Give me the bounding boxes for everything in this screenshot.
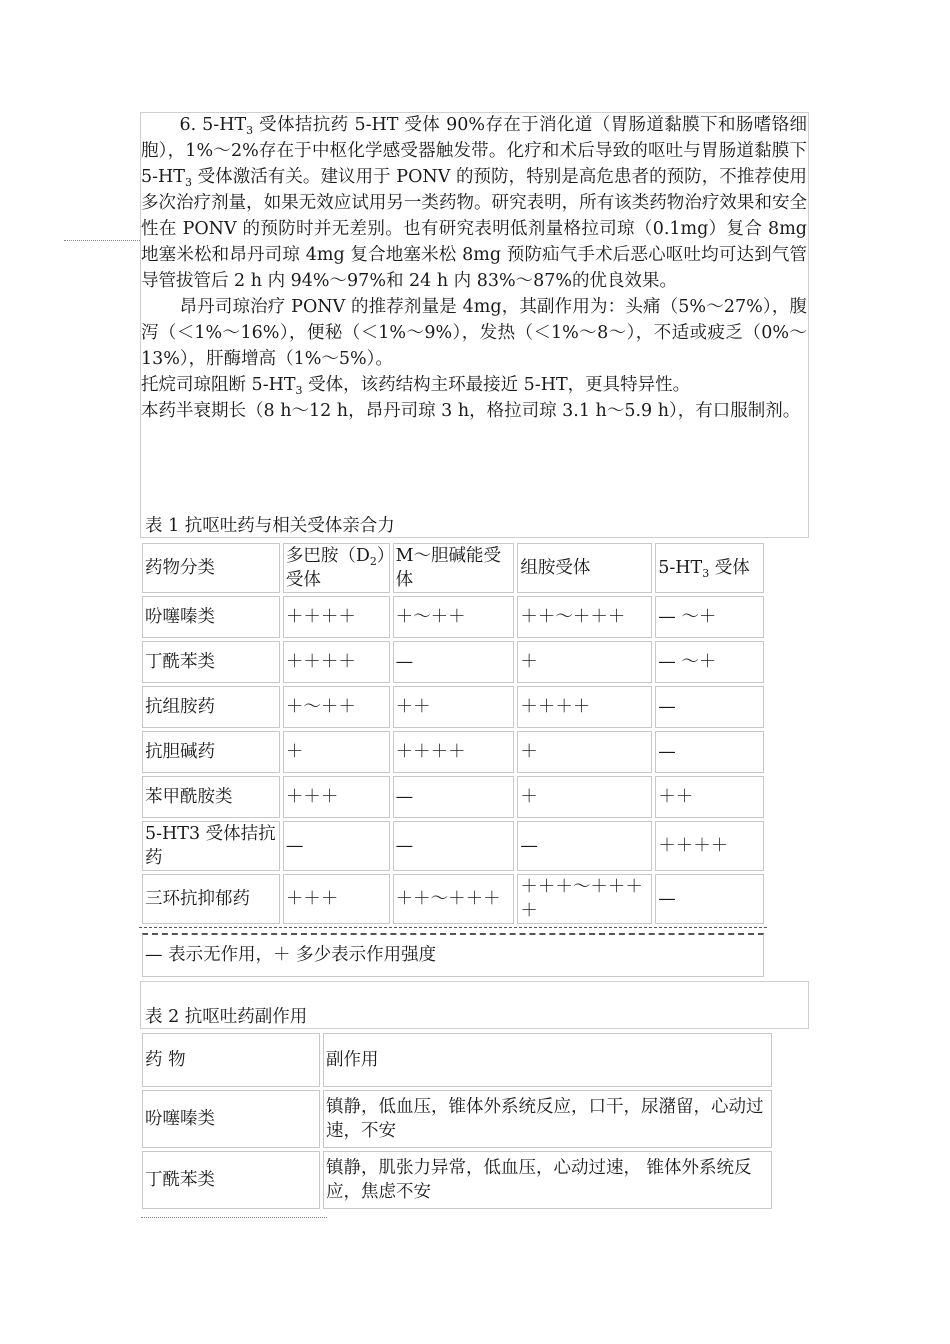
header-drug-class: 药物分类 [142, 543, 280, 593]
table-row: 抗组胺药 ＋～＋＋ ＋＋ ＋＋＋＋ — [142, 686, 764, 728]
table-header-row [142, 1033, 772, 1087]
header-cholinergic: M～胆碱能受体 [393, 543, 515, 593]
table-row: 吩噻嗪类 ＋＋＋＋ ＋～＋＋ ＋＋～＋＋＋ — ～＋ [142, 596, 764, 638]
table-row: 丁酰苯类 镇静，肌张力异常，低血压，心动过速， 锥体外系统反应，焦虑不安 [142, 1151, 772, 1209]
table1-note: — 表示无作用，＋ 多少表示作用强度 [142, 933, 764, 977]
body-text [141, 112, 807, 424]
table-row: 吩噻嗪类 镇静，低血压，锥体外系统反应，口干，尿潴留，心动过速，不安 [142, 1090, 772, 1148]
table-row: 苯甲酰胺类 ＋＋＋ — ＋ ＋＋ [142, 776, 764, 818]
header-drug: 药 物 [142, 1033, 320, 1087]
table-row: 5-HT3 受体拮抗药 — — — ＋＋＋＋ [142, 821, 764, 871]
side-effects-table [139, 1030, 775, 1212]
table-row: 三环抗抑郁药 ＋＋＋ ＋＋～＋＋＋ ＋＋＋～＋＋＋＋ — [142, 874, 764, 924]
affinity-table [139, 540, 767, 928]
table-row: 抗胆碱药 ＋ ＋＋＋＋ ＋ — [142, 731, 764, 773]
table-header-row [142, 543, 764, 593]
dotted-rule-bottom [141, 1217, 327, 1218]
paragraph-1: 6. $5-HT_3$ 受体拮抗药 5-HT 受体 90%存在于消化道（胃肠道黏膜下和肠嗜铬细胞），1%～2%存在于中枢化学感受器触发带。化疗和术后导致的呕吐与胃肠道黏膜下 $5-HT_3$ 受体激活有关。建议用于 PONV 的预防，特别是高危患者的预防，不推荐使用多次治疗剂量，如果无效应试用另一类药物。研究表明，所有该类药物治疗效果和安全性在 PONV 的预防时并无差别。也有研究表明低剂量格拉司琼（0.1mg）复合 8mg 地塞米松和昂丹司琼 4mg 复合地塞米松 8mg 预防疝气手术后恶心呕吐均可达到气管导管拔管后 2 h 内 94%～97%和 24 h 内 83%～87%的优良效果。 [141, 115, 807, 291]
header-5ht3: $5-HT_3$ 受体 [655, 543, 764, 593]
header-histamine: 组胺受体 [517, 543, 652, 593]
header-dopamine: 多巴胺$(D_2)$受体 [283, 543, 390, 593]
paragraph-2: 昂丹司琼治疗 PONV 的推荐剂量是 4mg，其副作用为：头痛（5%～27%），腹泻（＜1%～16%），便秘（＜1%～9%），发热（＜1%～8～），不适或疲乏（0%～13%），肝酶增高（1%～5%）。 [141, 297, 807, 369]
table-row: 丁酰苯类 ＋＋＋＋ — ＋ — ～＋ [142, 641, 764, 683]
paragraph-4: 本药半衰期长（8 h～12 h，昂丹司琼 3 h，格拉司琼 3.1 h～5.9 h），有口服制剂。 [141, 401, 801, 421]
table1-caption: 表 1 抗呕吐药与相关受体亲合力 [145, 516, 395, 536]
table2-caption: 表 2 抗呕吐药副作用 [145, 1007, 308, 1027]
header-side-effects: 副作用 [323, 1033, 772, 1087]
dotted-rule [64, 240, 140, 241]
paragraph-3: 托烷司琼阻断 $5-HT_3$ 受体，该药结构主环最接近 5-HT，更具特异性。 [141, 375, 691, 397]
